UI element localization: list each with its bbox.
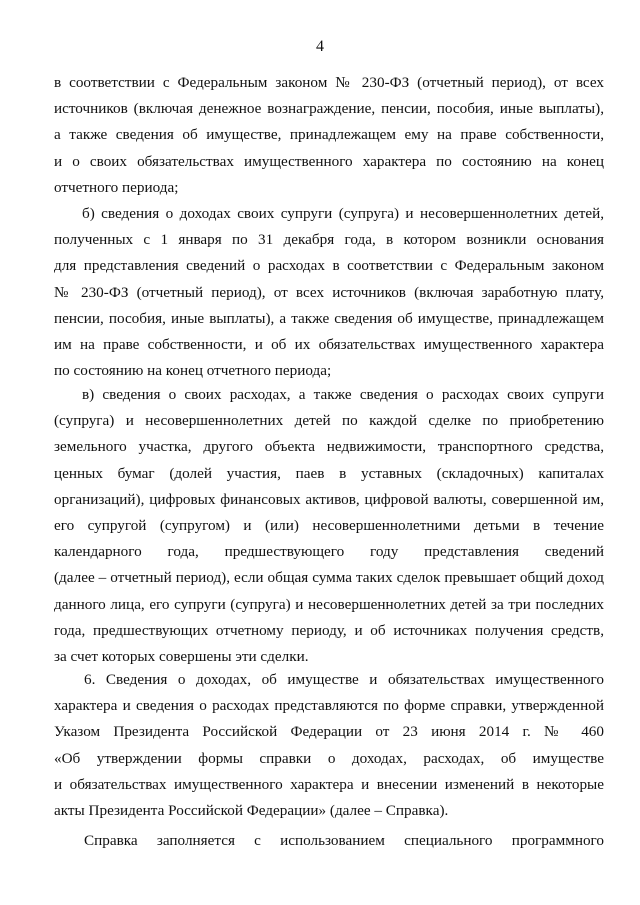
text-line: № 230-ФЗ (отчетный период), от всех источников (включая заработную плату, xyxy=(54,283,604,301)
text-line: и о своих обязательствах имущественного характера по состоянию на конец xyxy=(54,152,604,170)
text-line: по состоянию на конец отчетного периода; xyxy=(54,362,332,380)
text-line: (супруга) и несовершеннолетних детей по каждой сделке по приобретению xyxy=(54,412,604,430)
text-line: организаций), цифровых финансовых активов, цифровой валюты, совершенной им, xyxy=(54,490,604,508)
page-number: 4 xyxy=(316,38,324,55)
text-line: данного лица, его супруги (супруга) и несовершеннолетних детей за три последних xyxy=(54,595,604,613)
text-line: в) сведения о своих расходах, а также сведения о расходах своих супруги xyxy=(82,386,604,403)
text-line: а также сведения об имуществе, принадлежащем ему на праве собственности, xyxy=(54,126,604,144)
text-line: за счет которых совершены эти сделки. xyxy=(54,647,309,665)
text-line: Справка заполняется с использованием специального программного xyxy=(84,832,604,849)
paragraph-6 xyxy=(54,667,604,824)
text-line: пенсии, пособия, иные выплаты), а также сведения об имуществе, принадлежащем xyxy=(54,309,604,327)
text-line: земельного участка, другого объекта недвижимости, транспортного средства, xyxy=(54,438,604,456)
text-line: отчетного периода; xyxy=(54,178,179,196)
text-line: календарного года, предшествующего году представления сведений xyxy=(54,543,604,561)
paragraph-v xyxy=(54,382,604,670)
text-line: в соответствии с Федеральным законом № 230-ФЗ (отчетный период), от всех xyxy=(54,74,604,91)
paragraph-continuation xyxy=(54,70,604,201)
paragraph-spravka xyxy=(54,828,604,854)
text-line: для представления сведений о расходах в соответствии с Федеральным законом xyxy=(54,257,604,275)
text-line: источников (включая денежное вознаграждение, пенсии, пособия, иные выплаты), xyxy=(54,100,604,118)
text-line: ценных бумаг (долей участия, паев в уставных (складочных) капиталах xyxy=(54,464,604,482)
paragraph-b xyxy=(54,201,604,384)
text-line: полученных с 1 января по 31 декабря года, в котором возникли основания xyxy=(54,231,604,249)
text-line: б) сведения о доходах своих супруги (супруга) и несовершеннолетних детей, xyxy=(82,205,604,222)
text-line: им на праве собственности, и об их обязательствах имущественного характера xyxy=(54,335,604,353)
text-line: характера и сведения о расходах представляются по форме справки, утвержденной xyxy=(54,697,604,715)
text-line: Указом Президента Российской Федерации от 23 июня 2014 г. № 460 xyxy=(54,723,604,741)
text-line: его супругой (супругом) и (или) несовершеннолетними детьми в течение xyxy=(54,516,604,534)
text-line: и обязательствах имущественного характера и внесении изменений в некоторые xyxy=(54,775,604,793)
text-line: 6. Сведения о доходах, об имуществе и обязательствах имущественного xyxy=(84,671,604,688)
text-line: акты Президента Российской Федерации» (далее – Справка). xyxy=(54,801,449,819)
text-line: «Об утверждении формы справки о доходах, расходах, об имуществе xyxy=(54,749,604,767)
text-line: (далее – отчетный период), если общая сумма таких сделок превышает общий доход xyxy=(54,569,604,587)
text-line: года, предшествующих отчетному периоду, и об источниках получения средств, xyxy=(54,621,604,639)
